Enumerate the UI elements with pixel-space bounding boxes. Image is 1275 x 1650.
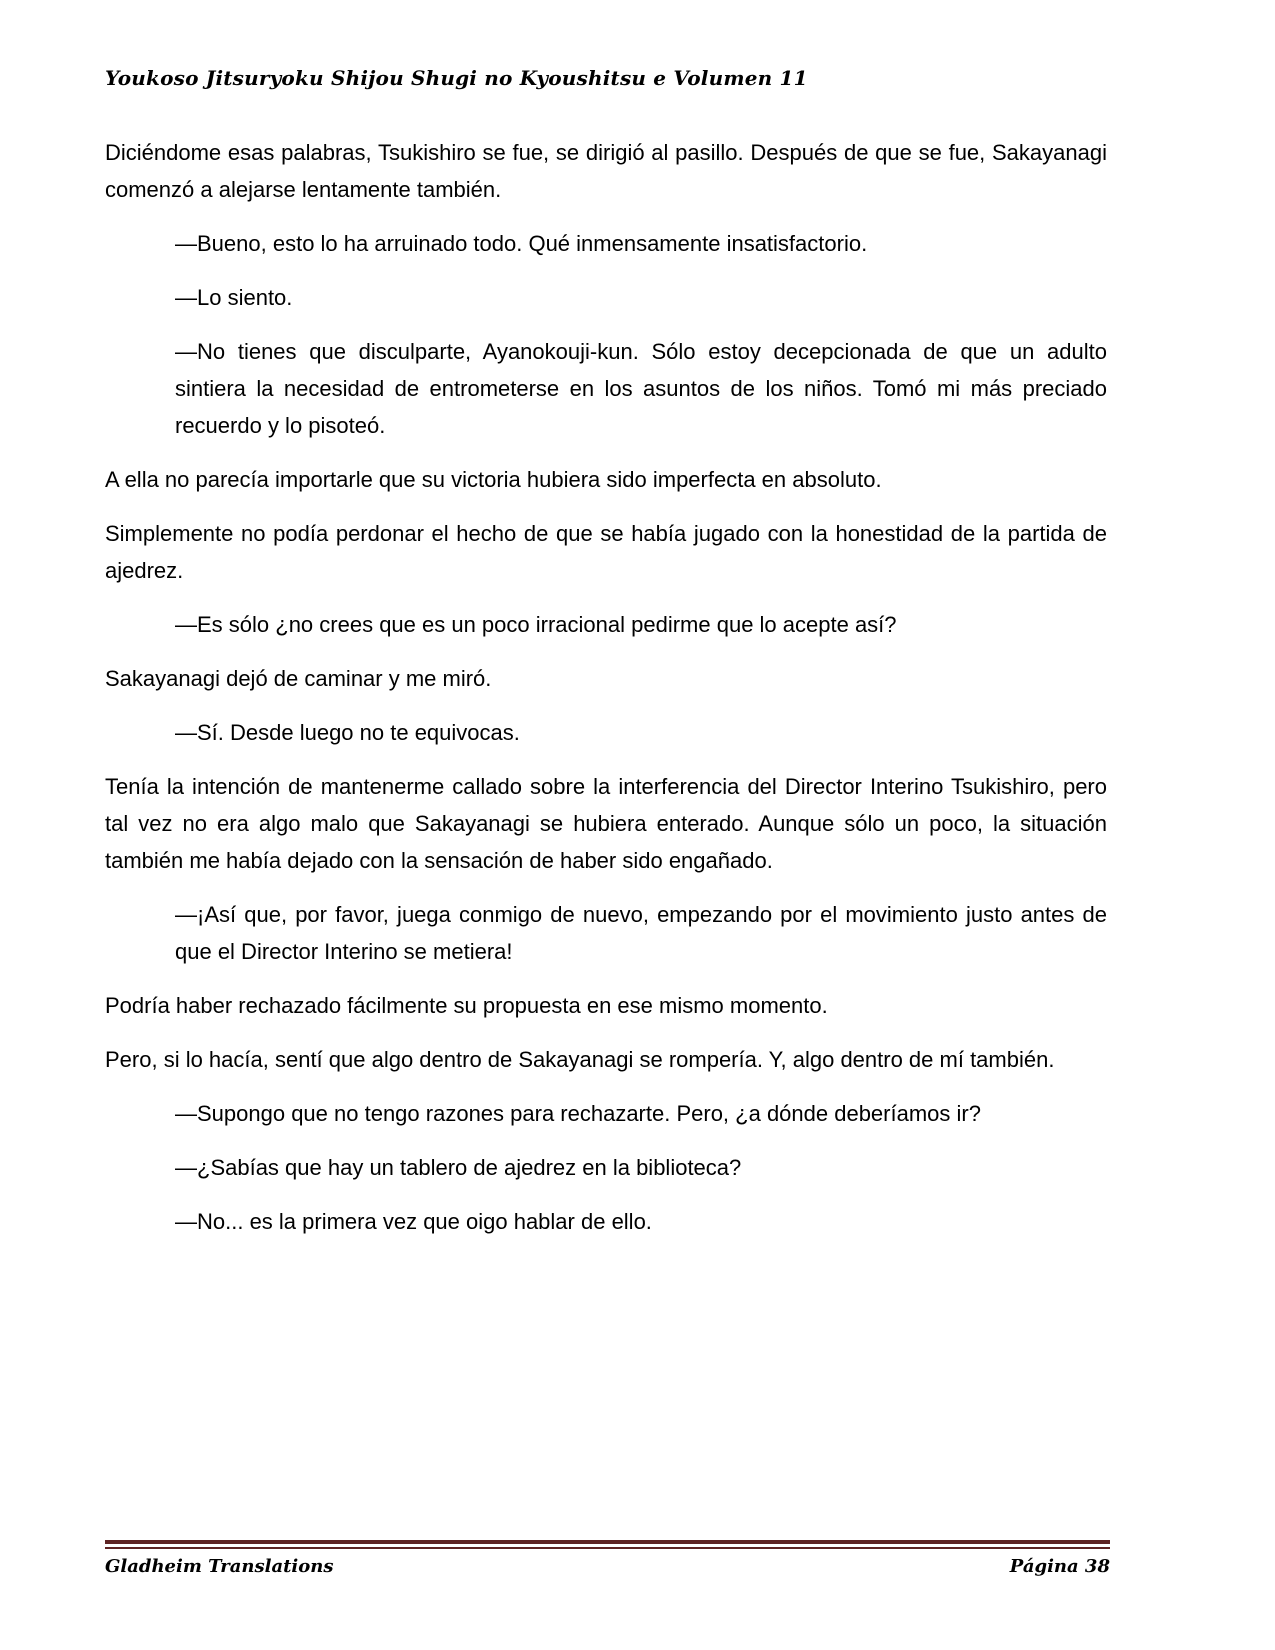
dialogue-paragraph: —Es sólo ¿no crees que es un poco irracional pedirme que lo acepte así? [175,612,897,637]
dialogue-paragraph: —No tienes que disculparte, Ayanokouji-kun. Sólo estoy decepcionada de que un adulto sintiera la necesidad de entrometerse en los asuntos de los niños. Tomó mi más preciado recuerdo y lo pisoteó. [175,339,1107,438]
dialogue-paragraph: —¡Así que, por favor, juega conmigo de nuevo, empezando por el movimiento justo antes de que el Director Interino se metiera! [175,902,1107,964]
paragraph: Pero, si lo hacía, sentí que algo dentro de Sakayanagi se rompería. Y, algo dentro de mí también. [105,1047,1055,1072]
dialogue-paragraph: —Supongo que no tengo razones para rechazarte. Pero, ¿a dónde deberíamos ir? [175,1101,981,1126]
page-header [105,66,1110,90]
paragraph: Sakayanagi dejó de caminar y me miró. [105,666,492,691]
body-text [105,134,1107,1257]
dialogue-paragraph: —No... es la primera vez que oigo hablar de ello. [175,1209,652,1234]
dialogue-paragraph: —¿Sabías que hay un tablero de ajedrez en la biblioteca? [175,1155,742,1180]
dialogue-paragraph: —Bueno, esto lo ha arruinado todo. Qué inmensamente insatisfactorio. [175,231,868,256]
footer-rule [105,1540,1110,1549]
footer-translator-credit: Gladheim Translations [105,1556,334,1577]
dialogue-paragraph: —Lo siento. [175,285,293,310]
paragraph: Tenía la intención de mantenerme callado sobre la interferencia del Director Interino Tsukishiro, pero tal vez no era algo malo que Sakayanagi se hubiera enterado. Aunque sólo un poco, la situación también me había dejado con la sensación de haber sido engañado. [105,774,1107,873]
page-header-title: Youkoso Jitsuryoku Shijou Shugi no Kyoushitsu e Volumen 11 [105,66,808,90]
dialogue-paragraph: —Sí. Desde luego no te equivocas. [175,720,520,745]
paragraph: Podría haber rechazado fácilmente su propuesta en ese mismo momento. [105,993,828,1018]
paragraph: A ella no parecía importarle que su victoria hubiera sido imperfecta en absoluto. [105,467,882,492]
footer-page-number: Página 38 [1009,1556,1110,1577]
paragraph: Simplemente no podía perdonar el hecho de que se había jugado con la honestidad de la partida de ajedrez. [105,521,1107,583]
paragraph: Diciéndome esas palabras, Tsukishiro se fue, se dirigió al pasillo. Después de que se fue, Sakayanagi comenzó a alejarse lentamente también. [105,140,1107,202]
page-footer [105,1556,1110,1577]
